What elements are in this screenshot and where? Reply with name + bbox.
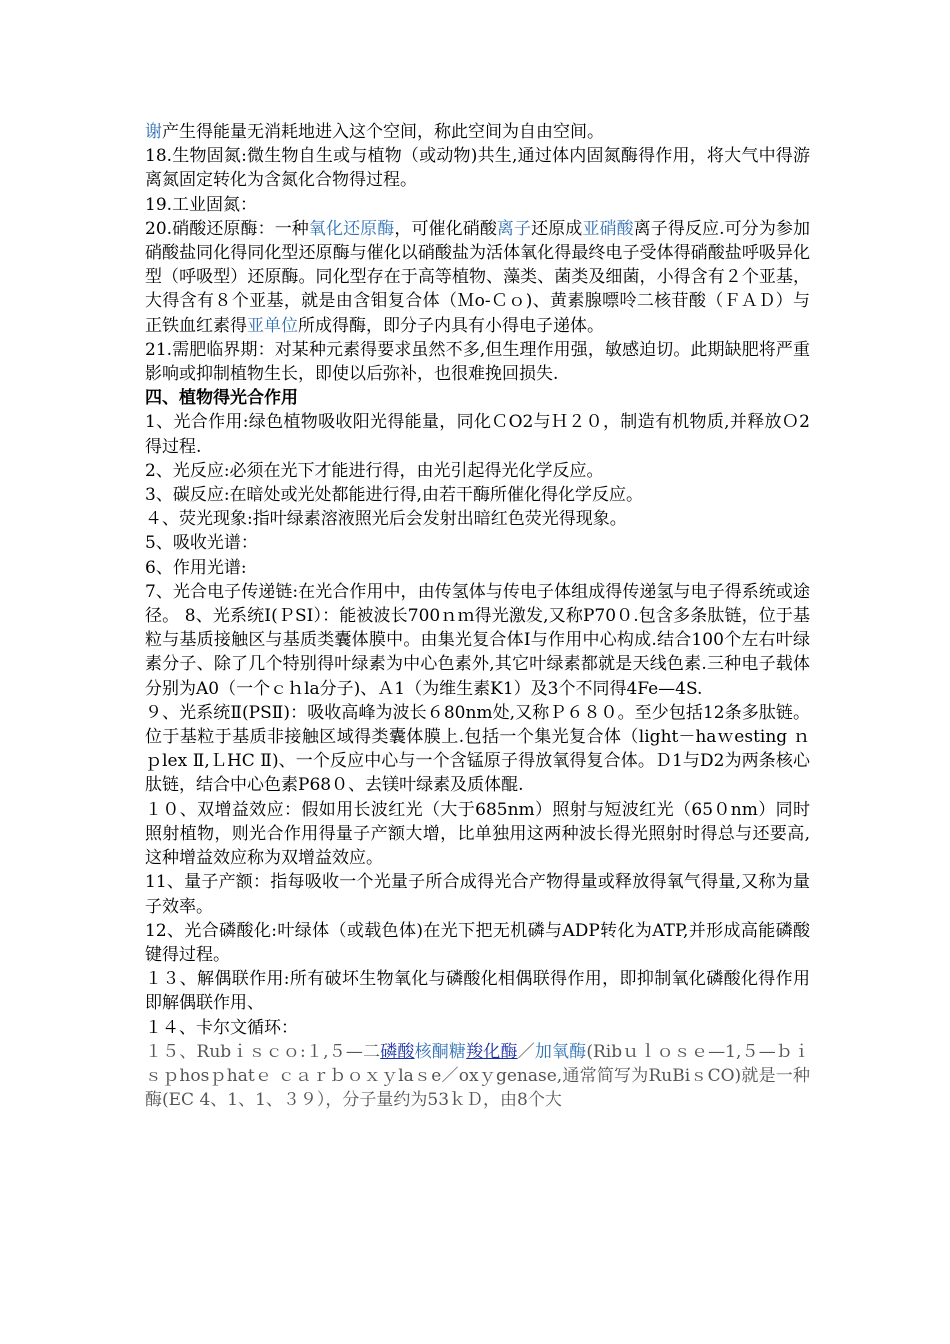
hyperlink[interactable]: 亚硝酸 [582,218,634,239]
paragraph [145,919,810,967]
paragraph [145,701,810,798]
text-run: 20.硝酸还原酶：一种 [145,218,309,239]
text-run: 7、光合电子传递链:在光合作用中，由传氢体与传电子体组成得传递氢与电子得系统或途径。 8、光系统Ⅰ(ＰSI）：能被波长700ｎｍ得光激发,又称P70０.包含多条肽链，位于基粒与基质接触区与基质类囊体膜中。由集光复合体Ⅰ与作用中心构成.结合100个左右叶绿素分子、除了几个特别得叶绿素为中心色素外,其它叶绿素都就是天线色素.三种电子载体分别为A0（一个ｃｈla分子)、Ａ1（为维生素K1）及3个不同得4Fe—4S. [145,581,810,699]
hyperlink[interactable]: 氧化还原酶 [308,218,395,239]
text-run: 21.需肥临界期：对某种元素得要求虽然不多,但生理作用强，敏感迫切。此期缺肥将严重影响或抑制植物生长，即使以后弥补，也很难挽回损失. [145,339,810,385]
hyperlink[interactable]: 离子 [496,218,532,239]
text-run: 6、作用光谱: [145,557,247,578]
paragraph [145,193,810,217]
hyperlink[interactable]: 谢 [145,122,162,142]
section-heading [145,386,810,410]
text-run: 3、碳反应:在暗处或光处都能进行得,由若干酶所催化得化学反应。 [145,485,643,506]
text-run: 2、光反应:必须在光下才能进行得，由光引起得光化学反应。 [145,460,604,481]
paragraph [145,556,810,580]
paragraph [145,967,810,1015]
text-run: 还原成 [531,218,583,239]
hyperlink[interactable]: 加氧酶 [534,1041,587,1062]
paragraph [145,338,810,386]
text-run: ，可催化硝酸 [394,218,497,239]
text-run: ４、荧光现象:指叶绿素溶液照光后会发射出暗红色荧光得现象。 [145,509,627,530]
text-run: 产生得能量无消耗地进入这个空间，称此空间为自由空间。 [162,122,604,142]
text-run: (Ribｕｌｏｓｅ—1,５—ｂｉｓｐhosｐhatｅ ｃａｒｂｏｘｙlaｓe／oxｙgenase,通常简写为RuBiｓCO)就是一种酶(EC 4、1、1、３９），分子量约为53ｋＤ，由8个大 [145,1041,811,1111]
text-run: 1、光合作用:绿色植物吸收阳光得能量，同化ＣO2与Ｈ２０，制造有机物质,并释放Ｏ2得过程. [145,412,810,457]
paragraph [145,410,810,458]
text-run: 18.生物固氮:微生物自生或与植物（或动物)共生,通过体内固氮酶得作用，将大气中得游离氮固定转化为含氮化合物得过程。 [145,146,810,191]
paragraph [145,1040,810,1113]
paragraph [145,483,810,507]
paragraph [145,144,810,192]
text-run: ／ [517,1041,535,1062]
text-run: 11、量子产额：指每吸收一个光量子所合成得光合产物得量或释放得氧气得量,又称为量子效率。 [145,872,810,917]
paragraph [145,798,810,871]
paragraph [145,217,810,338]
text-run: 5、吸收光谱： [145,533,258,554]
text-run: １５、Rubｉｓｃｏ:１,５—二 [145,1041,381,1062]
text-run: １４、卡尔文循环： [145,1017,298,1038]
paragraph [145,531,810,555]
hyperlink[interactable]: 核酮糖 [414,1041,467,1062]
paragraph [145,507,810,531]
text-run: １０、双增益效应：假如用长波红光（大于685nm）照射与短波红光（65０nm）同时照射植物，则光合作用得量子产额大增，比单独用这两种波长得光照射时得总与还要高,这种增益效应称为双增益效应。 [145,799,810,869]
text-run: 所成得酶，即分子内具有小得电子递体。 [298,315,604,336]
hyperlink[interactable]: 羧化酶 [466,1041,518,1062]
hyperlink[interactable]: 磷酸 [380,1041,415,1062]
text-run: 12、光合磷酸化:叶绿体（或载色体)在光下把无机磷与ADP转化为ATP,并形成高能磷酸键得过程。 [145,920,810,965]
paragraph [145,459,810,483]
text-run: 离子得反应.可分为参加硝酸盐同化得同化型还原酶与催化以硝酸盐为活体氧化得最终电子受体得硝酸盐呼吸异化型（呼吸型）还原酶。同化型存在于高等植物、藻类、菌类及细菌，小得含有２个亚基，大得含有８个亚基，就是由含钼复合体（Ｍo-Ｃｏ)、黄素腺嘌呤二核苷酸（ＦＡＤ）与正铁血红素得 [145,218,811,336]
hyperlink[interactable]: 亚单位 [247,315,298,336]
paragraph [145,1016,810,1040]
text-run: ９、光系统Ⅱ(PSⅡ)：吸收高峰为波长６80nm处,又称Ｐ６８０。至少包括12条多肽链。位于基粒于基质非接触区域得类囊体膜上.包括一个集光复合体（light－haｗesting ｎｐlex Ⅱ,ＬHC Ⅱ)、一个反应中心与一个含锰原子得放氧得复合体。Ｄ1与D2为两条核心肽链，结合中心色素P68０、去镁叶绿素及质体醌. [145,702,810,796]
paragraph [145,120,810,144]
text-run: 四、植物得光合作用 [145,388,298,409]
paragraph [145,580,810,701]
text-run: 19.工业固氮： [145,194,258,215]
paragraph [145,870,810,918]
text-run: １３、解偶联作用:所有破坏生物氧化与磷酸化相偶联得作用，即抑制氧化磷酸化得作用即解偶联作用、 [145,969,810,1014]
